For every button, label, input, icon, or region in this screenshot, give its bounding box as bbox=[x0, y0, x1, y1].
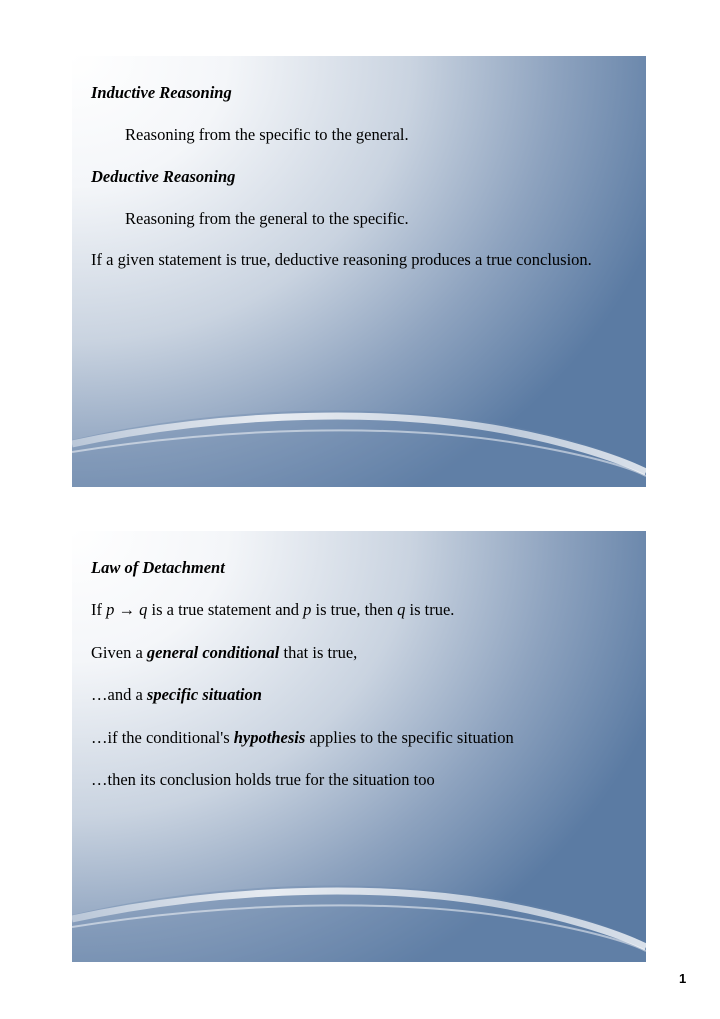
law-text: is true. bbox=[405, 600, 455, 619]
slide-2 bbox=[72, 531, 646, 962]
general-conditional-emphasis: general conditional bbox=[146, 643, 280, 662]
specific-situation-emphasis: specific situation bbox=[146, 685, 262, 704]
law-text: is true, then bbox=[311, 600, 398, 619]
heading-deductive-reasoning: Deductive Reasoning bbox=[91, 167, 236, 186]
heading-inductive-reasoning: Inductive Reasoning bbox=[91, 83, 232, 102]
page-number: 1 bbox=[679, 971, 687, 986]
slide-1 bbox=[72, 56, 646, 487]
hypothesis-emphasis: hypothesis bbox=[233, 728, 306, 747]
and-text: …and a bbox=[91, 685, 147, 704]
heading-law-of-detachment: Law of Detachment bbox=[91, 558, 225, 577]
variable-p: p bbox=[106, 600, 115, 619]
deductive-statement: If a given statement is true, deductive reasoning produces a true conclusion. bbox=[91, 250, 592, 269]
swoosh-decoration bbox=[72, 56, 646, 487]
definition-inductive: Reasoning from the specific to the general. bbox=[125, 125, 409, 144]
given-line bbox=[91, 643, 357, 663]
variable-q: q bbox=[397, 600, 406, 619]
hypothesis-line bbox=[91, 728, 514, 748]
variable-p: p bbox=[303, 600, 312, 619]
law-statement bbox=[91, 600, 454, 620]
given-text: Given a bbox=[91, 643, 147, 662]
if-text: applies to the specific situation bbox=[305, 728, 514, 747]
law-text: is a true statement and bbox=[147, 600, 304, 619]
law-text: If bbox=[91, 600, 107, 619]
given-text: that is true, bbox=[279, 643, 358, 662]
if-text: …if the conditional's bbox=[91, 728, 234, 747]
variable-q: q bbox=[139, 600, 148, 619]
implies-arrow: → bbox=[114, 600, 140, 619]
specific-situation-line bbox=[91, 685, 262, 705]
definition-deductive: Reasoning from the general to the specific. bbox=[125, 209, 409, 228]
conclusion-line: …then its conclusion holds true for the situation too bbox=[91, 770, 435, 789]
